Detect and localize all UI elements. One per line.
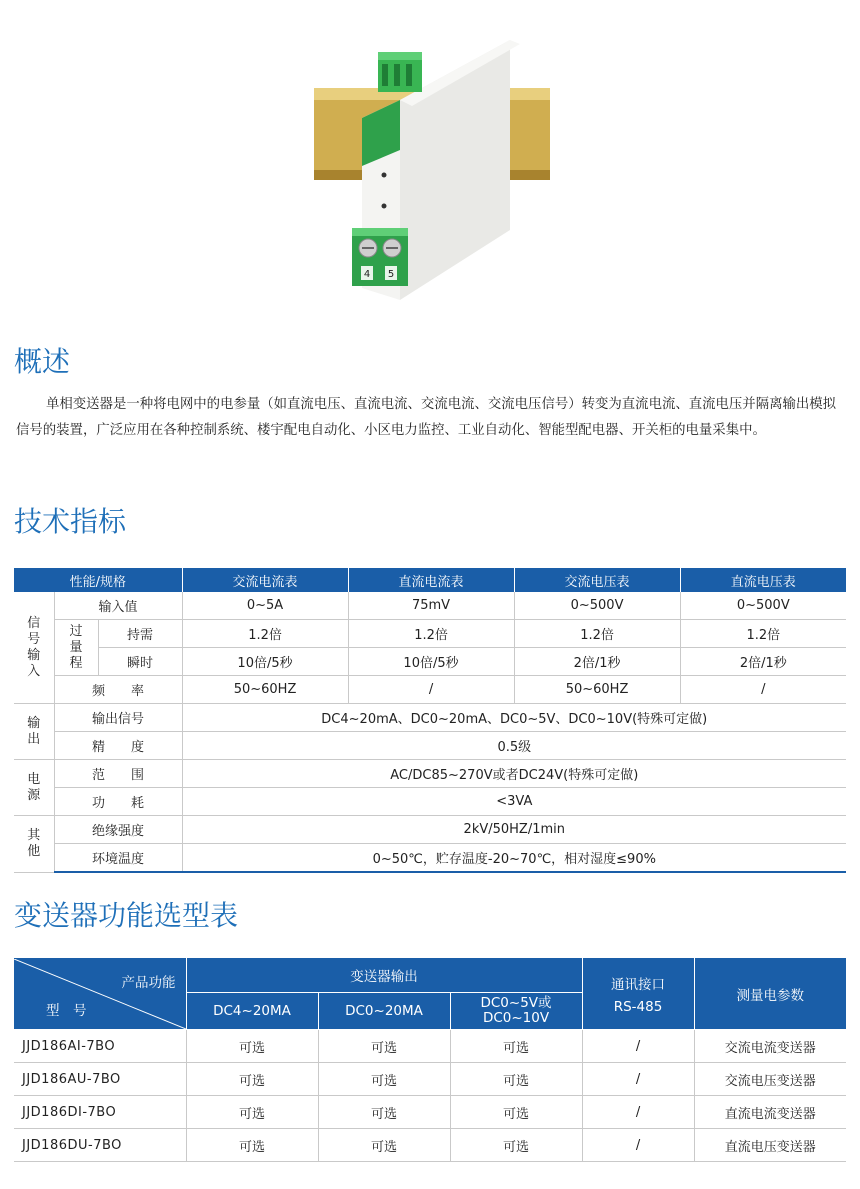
table-cell: 可选 [318,1030,450,1063]
model-cell: JJD186AI-7BO [14,1030,186,1063]
table-cell: 0~50℃，贮存温度-20~70℃，相对湿度≤90% [182,844,846,873]
row-label: 输入值 [54,592,182,620]
table-cell: 50~60HZ [182,676,348,704]
row-label: 瞬时 [98,648,182,676]
group-label-overload: 过量程 [54,620,98,676]
output-group-header: 变送器输出 [186,958,582,993]
table-row [14,1096,846,1129]
table-cell: / [582,1063,694,1096]
table-cell: 2倍/1秒 [680,648,846,676]
group-label-power: 电源 [14,760,54,816]
table-cell: 1.2倍 [182,620,348,648]
table-cell: 直流电压变送器 [694,1129,846,1162]
output-subheader: DC4~20MA [186,993,318,1030]
table-row [14,620,846,648]
table-cell: 1.2倍 [514,620,680,648]
table-cell: 1.2倍 [680,620,846,648]
model-label: 型 号 [46,1002,87,1019]
table-row [14,732,846,760]
table-cell: 10倍/5秒 [348,648,514,676]
output-subheader: DC0~5V或 DC0~10V [450,993,582,1030]
spec-header-cell: 直流电流表 [348,568,514,592]
selection-title: 变送器功能选型表 [14,899,239,932]
spec-header-cell: 性能/规格 [14,568,182,592]
row-label: 绝缘强度 [54,816,182,844]
table-cell: 2倍/1秒 [514,648,680,676]
table-row [14,1030,846,1063]
table-cell: 0~500V [514,592,680,620]
table-cell: / [582,1096,694,1129]
diagonal-line [14,959,186,1029]
table-cell: 0~500V [680,592,846,620]
table-cell: 可选 [186,1096,318,1129]
table-row [14,760,846,788]
comm-header [582,958,694,1030]
group-label-output: 输出 [14,704,54,760]
specs-title: 技术指标 [14,505,127,538]
model-cell: JJD186DU-7BO [14,1129,186,1162]
output-subheader: DC0~20MA [318,993,450,1030]
measure-header: 测量电参数 [694,958,846,1030]
table-row [14,592,846,620]
table-cell: 0.5级 [182,732,846,760]
table-cell: 可选 [318,1129,450,1162]
table-cell: 2kV/50HZ/1min [182,816,846,844]
table-row [14,1129,846,1162]
model-cell: JJD186DI-7BO [14,1096,186,1129]
product-function-label: 产品功能 [121,974,176,991]
row-label: 范 围 [54,760,182,788]
table-row [14,1063,846,1096]
group-label-other: 其他 [14,816,54,873]
row-label: 精 度 [54,732,182,760]
table-cell: 可选 [318,1096,450,1129]
table-cell: 可选 [186,1129,318,1162]
terminal-label-4: 4 [363,269,371,280]
table-row [14,676,846,704]
table-row [14,704,846,732]
spec-header-cell: 交流电压表 [514,568,680,592]
terminal-label-5: 5 [387,269,395,280]
table-cell: 75mV [348,592,514,620]
spec-header-cell: 直流电压表 [680,568,846,592]
model-cell: JJD186AU-7BO [14,1063,186,1096]
group-label-signal-input: 信号输入 [14,592,54,704]
table-cell: 可选 [450,1096,582,1129]
table-row [14,844,846,873]
selection-header-row [14,958,846,993]
table-row [14,648,846,676]
comm-header-line1: 通讯接口 [611,976,666,993]
row-label: 频 率 [54,676,182,704]
spec-header-row [14,568,846,592]
table-cell: 10倍/5秒 [182,648,348,676]
row-label: 持需 [98,620,182,648]
table-cell: 0~5A [182,592,348,620]
spec-header-cell: 交流电流表 [182,568,348,592]
table-cell: / [582,1129,694,1162]
diagonal-header-cell [14,958,186,1030]
table-cell: DC4~20mA、DC0~20mA、DC0~5V、DC0~10V(特殊可定做) [182,704,846,732]
table-cell: 可选 [450,1030,582,1063]
table-row [14,816,846,844]
row-label: 功 耗 [54,788,182,816]
table-cell: 交流电流变送器 [694,1030,846,1063]
table-cell: 可选 [186,1063,318,1096]
table-cell: 交流电压变送器 [694,1063,846,1096]
row-label: 输出信号 [54,704,182,732]
table-cell: / [582,1030,694,1063]
table-cell: 可选 [186,1030,318,1063]
product-photo [300,30,560,320]
table-cell: 可选 [318,1063,450,1096]
table-row [14,788,846,816]
table-cell: / [680,676,846,704]
table-cell: 可选 [450,1063,582,1096]
table-cell: 直流电流变送器 [694,1096,846,1129]
table-cell: / [348,676,514,704]
spec-table [14,568,846,873]
table-cell: AC/DC85~270V或者DC24V(特殊可定做) [182,760,846,788]
table-cell: 1.2倍 [348,620,514,648]
selection-table [14,958,846,1162]
table-cell: 可选 [450,1129,582,1162]
comm-header-line2: RS-485 [613,998,663,1015]
overview-body: 单相变送器是一种将电网中的电参量（如直流电压、直流电流、交流电流、交流电压信号）转变为直流电流、直流电压并隔离输出模拟信号的装置，广泛应用在各种控制系统、楼宇配电自动化、小区电力监控、工业自动化、智能型配电器、开关柜的电量采集中。 [16,397,837,438]
row-label: 环境温度 [54,844,182,873]
table-cell: 50~60HZ [514,676,680,704]
overview-title: 概述 [14,345,71,378]
table-cell: <3VA [182,788,846,816]
